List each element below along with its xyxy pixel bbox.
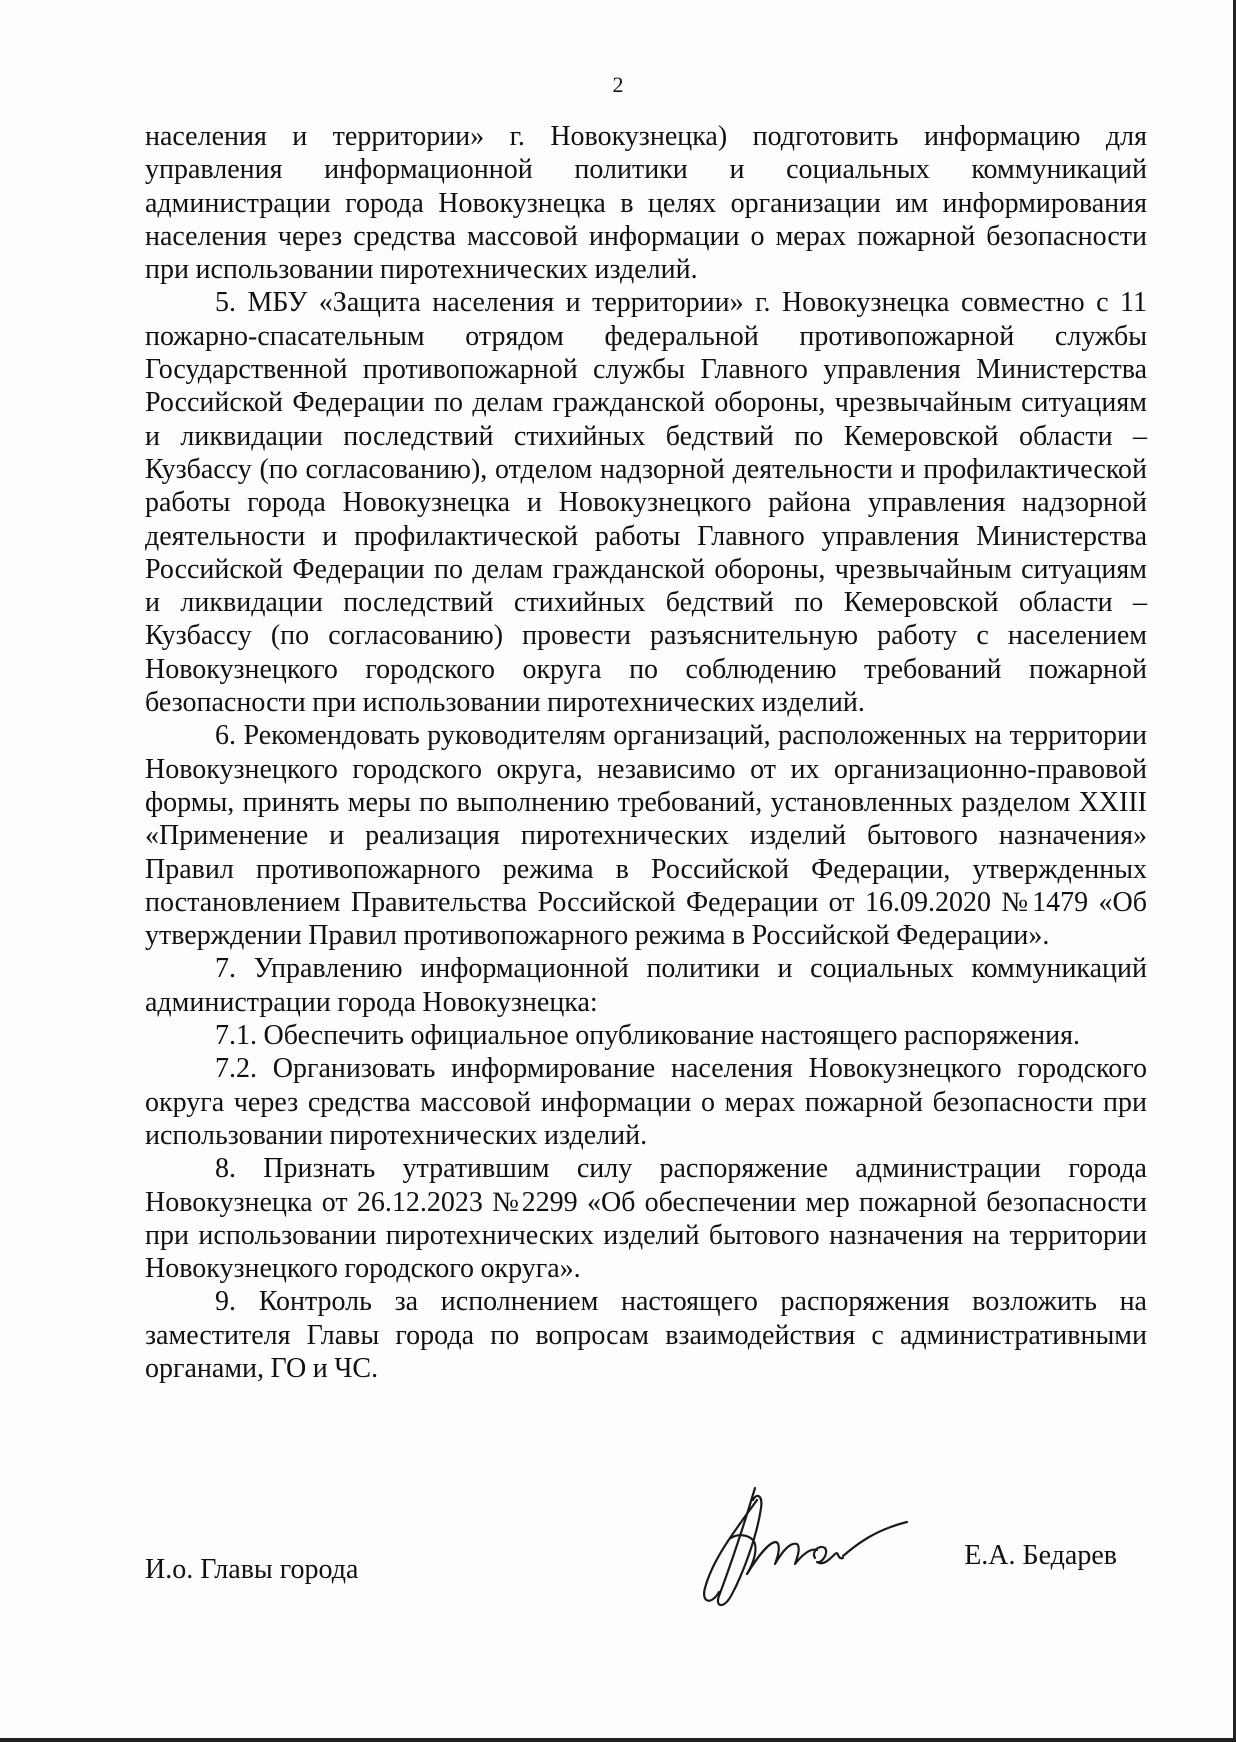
document-body bbox=[145, 120, 1147, 1385]
paragraph-item-8: 8. Признать утратившим силу распоряжение администрации города Новокузнецка от 26.12.2023 №2299 «Об обеспечении мер пожарной безопасности при использовании пиротехнических изделий бытового назначения на территории Новокузнецкого городского округа». bbox=[145, 1153, 1147, 1285]
signatory-role: И.о. Главы города bbox=[145, 1554, 359, 1585]
paragraph-item-7-1: 7.1. Обеспечить официальное опубликование настоящего распоряжения. bbox=[215, 1020, 1080, 1052]
paragraph-continuation: населения и территории» г. Новокузнецка) подготовить информацию для управления информационной политики и социальных коммуникаций администрации города Новокузнецка в целях организации им информирования населения через средства массовой информации о мерах пожарной безопасности при использовании пиротехнических изделий. bbox=[145, 121, 1147, 286]
scan-edge-bottom bbox=[0, 1738, 1236, 1742]
signature-block bbox=[145, 1540, 1147, 1600]
page-number: 2 bbox=[612, 72, 624, 97]
handwritten-signature-icon bbox=[697, 1478, 917, 1618]
paragraph-item-5: 5. МБУ «Защита населения и территории» г. Новокузнецка совместно с 11 пожарно-спасательным отрядом федеральной противопожарной службы Государственной противопожарной службы Главного управления Министерства Российской Федерации по делам гражданской обороны, чрезвычайным ситуациям и ликвидации последствий стихийных бедствий по Кемеровской области – Кузбассу (по согласованию), отделом надзорной деятельности и профилактической работы города Новокузнецка и Новокузнецкого района управления надзорной деятельности и профилактической работы Главного управления Министерства Российской Федерации по делам гражданской обороны, чрезвычайным ситуациям и ликвидации последствий стихийных бедствий по Кемеровской области – Кузбассу (по согласованию) провести разъяснительную работу с населением Новокузнецкого городского округа по соблюдению требований пожарной безопасности при использовании пиротехнических изделий. bbox=[145, 287, 1147, 719]
signatory-name: Е.А. Бедарев bbox=[964, 1540, 1117, 1571]
paragraph-item-7-2: 7.2. Организовать информирование населения Новокузнецкого городского округа через средства массовой информации о мерах пожарной безопасности при использовании пиротехнических изделий. bbox=[145, 1053, 1147, 1151]
paragraph-item-7: 7. Управлению информационной политики и социальных коммуникаций администрации города Новокузнецка: bbox=[145, 953, 1147, 1018]
paragraph-item-9: 9. Контроль за исполнением настоящего распоряжения возложить на заместителя Главы города по вопросам взаимодействия с административными органами, ГО и ЧС. bbox=[145, 1286, 1147, 1384]
paragraph-item-6: 6. Рекомендовать руководителям организаций, расположенных на территории Новокузнецкого городского округа, независимо от их организационно-правовой формы, принять меры по выполнению требований, установленных разделом XXIII «Применение и реализация пиротехнических изделий бытового назначения» Правил противопожарного режима в Российской Федерации, утвержденных постановлением Правительства Российской Федерации от 16.09.2020 №1479 «Об утверждении Правил противопожарного режима в Российской Федерации». bbox=[145, 720, 1147, 952]
